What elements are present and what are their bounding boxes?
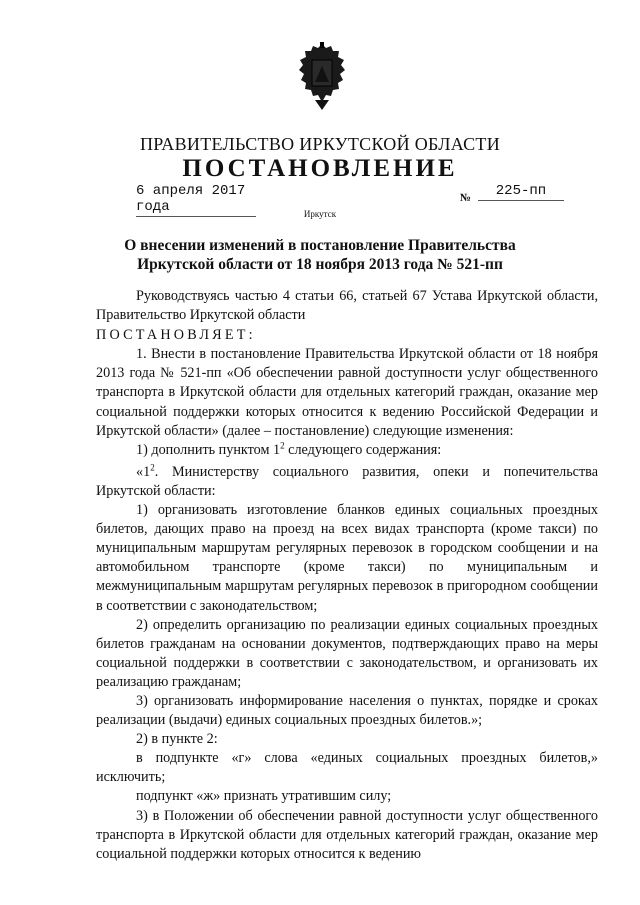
preamble-paragraph: Руководствуясь частью 4 статьи 66, статьей 67 Устава Иркутской области, Правительство Иркутской области [96, 288, 598, 324]
document-date: 6 апреля 2017 года [136, 183, 256, 217]
document-number: 225-пп [478, 183, 564, 201]
clause-paragraph: 2) определить организацию по реализации единых социальных проездных билетов гражданам на основании документов, подтверждающих право на меры социальной поддержки в соответствии с законодательством, и организовать их реализацию гражданам; [96, 616, 598, 690]
government-name: ПРАВИТЕЛЬСТВО ИРКУТСКОЙ ОБЛАСТИ [139, 134, 501, 154]
clause-paragraph: подпункт «ж» признать утратившим силу; [136, 788, 392, 805]
subject-line: О внесении изменений в постановление Правительства [124, 237, 516, 254]
document-type: ПОСТАНОВЛЕНИЕ [182, 155, 458, 182]
document-body [96, 287, 598, 864]
clause-paragraph: 2) в пункте 2: [136, 731, 218, 748]
number-sign: № [460, 192, 472, 204]
clause-paragraph: 1) организовать изготовление бланков единых социальных проездных билетов, дающих право на проезд на всех видах транспорта (кроме такси) по муниципальным маршрутам регулярных перевозок в городском сообщении и на автомобильном транспорте (кроме такси) по муниципальным и межмуниципальным маршрутам регулярных перевозок в пригородном сообщении в соответствии с законодательством; [96, 502, 598, 614]
clause-paragraph: 3) организовать информирование населения о пунктах, порядке и сроках реализации (выдачи) единых социальных проездных билетов.»; [96, 692, 598, 729]
clause-paragraph: 3) в Положении об обеспечении равной доступности услуг общественного транспорта в Иркутской области для отдельных категорий граждан, оказание мер социальной поддержки которых относится к ведению [96, 807, 598, 862]
clause-paragraph: в подпункте «г» слова «единых социальных проездных билетов,» исключить; [96, 750, 598, 786]
clause-paragraph: 1. Внести в постановление Правительства Иркутской области от 18 ноября 2013 года № 521-пп «Об обеспечении равной доступности услуг общественного транспорта в Иркутской области для отдельных категорий граждан, оказание мер социальной поддержки которых относится к ведению Российской Федерации и Иркутской области» (далее – постановление) следующие изменения: [96, 346, 598, 439]
clause-paragraph: «$1^2$. Министерству социального развития, опеки и попечительства Иркутской области: [96, 462, 598, 499]
coat-of-arms-icon [295, 42, 349, 112]
decree-word: ПОСТАНОВЛЯЕТ: [96, 327, 256, 344]
document-city: Иркутск [303, 209, 337, 219]
document-subject [120, 236, 520, 274]
clause-paragraph: 1) дополнить пунктом $1^2$ следующего содержания: [136, 440, 442, 458]
subject-line: Иркутской области от 18 ноября 2013 года № 521-пп [137, 256, 503, 273]
